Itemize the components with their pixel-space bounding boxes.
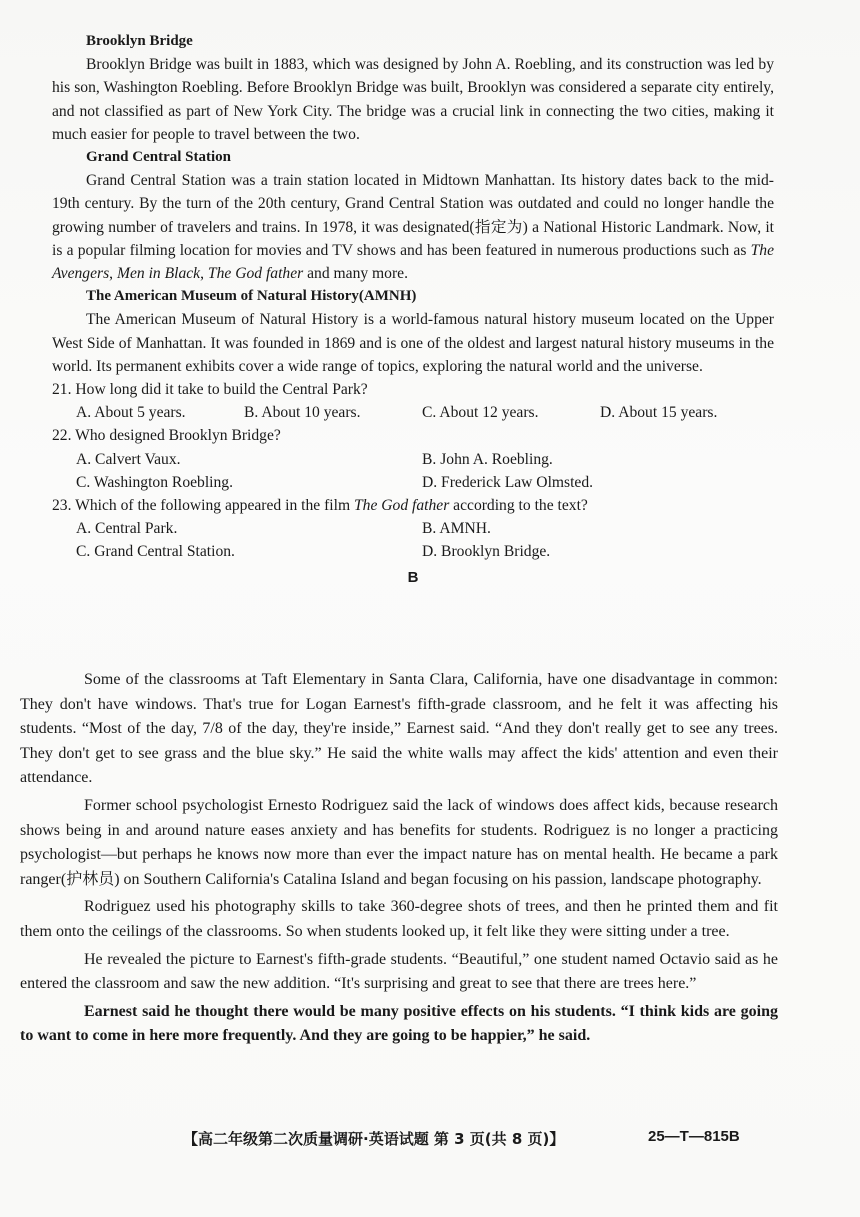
option-b: B. John A. Roebling. xyxy=(422,450,553,468)
option-b: B. About 10 years. xyxy=(244,404,361,422)
option-c: C. Washington Roebling. xyxy=(76,473,233,491)
passage-b xyxy=(20,668,778,1052)
question-23 xyxy=(52,494,774,517)
separator: , xyxy=(200,265,208,283)
paragraph-text: and many more. xyxy=(303,265,408,283)
paragraph-b5: Earnest said he thought there would be many positive effects on his students. “I think kids are going to want to come in here more frequently. And they are going to be happier,” he said. xyxy=(20,1002,778,1045)
heading-amnh: The American Museum of Natural History(AMNH) xyxy=(86,288,417,305)
question-22-options-row1 xyxy=(76,448,774,471)
option-a: A. Central Park. xyxy=(76,520,178,538)
question-21: 21. How long did it take to build the Central Park? xyxy=(52,381,368,399)
film-title: The Avengers xyxy=(52,241,774,283)
question-text: according to the text? xyxy=(449,497,588,515)
footer-code: 25—T—815B xyxy=(648,1128,740,1145)
page-footer xyxy=(0,1125,860,1155)
passage-a xyxy=(52,30,774,589)
question-21-options xyxy=(76,401,774,424)
question-22: 22. Who designed Brooklyn Bridge? xyxy=(52,427,281,445)
paragraph-amnh: The American Museum of Natural History is a world-famous natural history museum located on the Upper West Side of Manhattan. It was founded in 1869 and is one of the oldest and largest natural history museums in the world. Its permanent exhibits cover a wide range of topics, exploring the natural world and the universe. xyxy=(52,311,774,375)
option-b: B. AMNH. xyxy=(422,520,491,538)
paragraph-b1: Some of the classrooms at Taft Elementary in Santa Clara, California, have one disadvantage in common: They don't have windows. That's true for Logan Earnest's fifth-grade classroom, and he felt it was affecting his students. “Most of the day, 7/8 of the day, they're inside,” Earnest said. “And they don't really get to see any trees. They don't get to see grass and the blue sky.” He said the white walls may affect the kids' attention and even their attendance. xyxy=(20,671,778,787)
option-c: C. About 12 years. xyxy=(422,404,539,422)
film-title: The God father xyxy=(207,265,304,283)
paragraph-b3: Rodriguez used his photography skills to take 360-degree shots of trees, and then he printed them and fit them onto the ceilings of the classrooms. So when students looked up, it felt like they were sitting under a tree. xyxy=(20,898,778,940)
paragraph-b4: He revealed the picture to Earnest's fifth-grade students. “Beautiful,” one student named Octavio said as he entered the classroom and saw the new addition. “It's surprising and great to see that there are trees here.” xyxy=(20,950,778,993)
paragraph-text: Grand Central Station was a train station located in Midtown Manhattan. Its history dates back to the mid-19th century. By the turn of the 20th century, Grand Central Station was outdated and could no longer handle the growing number of travelers and trains. In 1978, it was designated(指定为) a National Historic Landmark. Now, it is a popular filming location for movies and TV shows and has been featured in numerous productions such as xyxy=(52,172,774,259)
separator: , xyxy=(109,265,117,283)
option-c: C. Grand Central Station. xyxy=(76,543,235,561)
option-a: A. About 5 years. xyxy=(76,404,186,422)
film-title: Men in Black xyxy=(116,265,201,283)
option-d: D. Brooklyn Bridge. xyxy=(422,543,551,561)
paragraph-grand-central xyxy=(52,169,774,285)
question-text: 23. Which of the following appeared in the film xyxy=(52,497,354,515)
section-label-b: B xyxy=(407,568,419,586)
paragraph-brooklyn-bridge: Brooklyn Bridge was built in 1883, which was designed by John A. Roebling, and its construction was led by his son, Washington Roebling. Before Brooklyn Bridge was built, Brooklyn was considered a separate city entirely, and not classified as part of New York City. The bridge was a crucial link in connecting the two cities, making it much easier for people to travel between the two. xyxy=(52,56,774,143)
question-23-options-row2 xyxy=(76,540,774,563)
option-a: A. Calvert Vaux. xyxy=(76,450,181,468)
footer-label: 【高二年级第二次质量调研·英语试题 第 3 页(共 8 页)】 xyxy=(183,1130,565,1148)
option-d: D. About 15 years. xyxy=(600,404,718,422)
option-d: D. Frederick Law Olmsted. xyxy=(422,473,594,491)
film-title: The God father xyxy=(353,497,450,515)
question-23-options-row1 xyxy=(76,517,774,540)
heading-brooklyn-bridge: Brooklyn Bridge xyxy=(86,33,193,49)
heading-grand-central: Grand Central Station xyxy=(86,149,232,166)
paragraph-b2: Former school psychologist Ernesto Rodriguez said the lack of windows does affect kids, because research shows being in and around nature eases anxiety and has benefits for students. Rodriguez is no longer a practicing psychologist—but perhaps he knows now more than ever the impact nature has on mental health. He became a park ranger(护林员) on Southern California's Catalina Island and began focusing on his passion, landscape photography. xyxy=(20,796,778,888)
question-22-options-row2 xyxy=(76,471,774,494)
